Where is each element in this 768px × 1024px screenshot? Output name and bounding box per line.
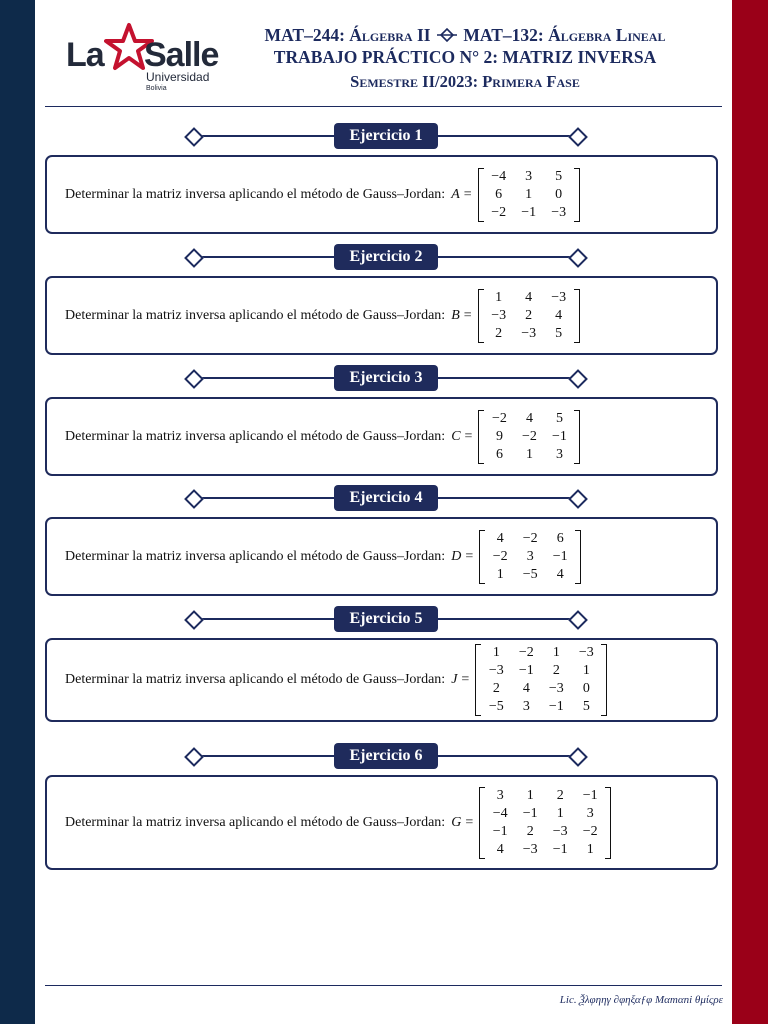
exercise-label: Ejercicio 5 xyxy=(334,606,438,632)
matrix-cell: 1 xyxy=(556,805,564,821)
exercise-label: Ejercicio 6 xyxy=(334,743,438,769)
matrix-row xyxy=(481,644,601,662)
matrix-cell: 1 xyxy=(586,841,594,857)
author-signature: Lic. Ѯλφηηγ ∂φηξαƒφ Mαmαni θμίςρε xyxy=(559,994,723,1006)
matrix-cell: 5 xyxy=(555,410,563,426)
matrix-table xyxy=(481,644,601,716)
matrix xyxy=(479,787,611,859)
exercise-statement: Determinar la matriz inversa aplicando el método de Gauss–Jordan: xyxy=(65,428,446,444)
matrix-cell: −5 xyxy=(488,699,504,714)
matrix-cell: −3 xyxy=(551,289,567,305)
exercise-box xyxy=(45,155,718,234)
university-logo xyxy=(66,22,226,94)
exercise-statement: Determinar la matriz inversa aplicando el método de Gauss–Jordan: xyxy=(65,548,446,564)
matrix-cell: 2 xyxy=(495,325,503,341)
matrix-cell: 3 xyxy=(496,787,504,803)
diamond-arrows-icon xyxy=(437,28,457,42)
matrix-cell: 4 xyxy=(525,289,533,305)
exercise-title-row xyxy=(188,367,584,389)
matrix-cell: 0 xyxy=(582,681,590,696)
matrix-row xyxy=(481,662,601,680)
footer-divider xyxy=(45,985,722,986)
exercise-box xyxy=(45,276,718,355)
matrix-cell: 3 xyxy=(526,548,534,564)
matrix-cell: −1 xyxy=(548,699,564,714)
matrix-cell: −2 xyxy=(582,823,598,839)
equals-sign: = xyxy=(464,428,473,444)
matrix-cell: 5 xyxy=(555,168,563,184)
matrix-table xyxy=(485,787,605,859)
equals-sign: = xyxy=(463,186,472,202)
matrix-name: C xyxy=(451,428,461,444)
matrix xyxy=(478,168,580,222)
matrix-cell: −2 xyxy=(522,530,538,546)
exercise-statement: Determinar la matriz inversa aplicando el método de Gauss–Jordan: xyxy=(65,672,446,687)
matrix-row xyxy=(485,548,575,566)
matrix-cell: −3 xyxy=(551,204,567,220)
right-color-band xyxy=(732,0,768,1024)
matrix-cell: −3 xyxy=(552,823,568,839)
matrix-table xyxy=(484,168,574,222)
matrix-cell: 2 xyxy=(556,787,564,803)
matrix-cell: 1 xyxy=(552,645,560,660)
exercise-title-row xyxy=(188,487,584,509)
matrix-cell: 4 xyxy=(555,307,563,323)
diamond-icon xyxy=(184,127,204,147)
matrix-cell: 6 xyxy=(495,446,503,462)
diamond-icon xyxy=(184,610,204,630)
matrix-cell: 3 xyxy=(525,168,533,184)
matrix-cell: 4 xyxy=(522,681,530,696)
matrix-cell: 1 xyxy=(525,446,533,462)
matrix-row xyxy=(485,841,605,859)
matrix-row xyxy=(484,446,574,464)
exercise-box xyxy=(45,638,718,722)
course-line xyxy=(230,24,700,46)
matrix-row xyxy=(484,204,574,222)
matrix-cell: 1 xyxy=(582,663,590,678)
exercise-label: Ejercicio 4 xyxy=(334,485,438,511)
matrix-row xyxy=(481,698,601,716)
matrix-cell: −3 xyxy=(491,307,507,323)
matrix-name: A xyxy=(451,186,460,202)
exercise-box xyxy=(45,517,718,596)
matrix-cell: 5 xyxy=(582,699,590,714)
matrix-table xyxy=(484,410,574,464)
matrix-cell: 3 xyxy=(522,699,530,714)
matrix-cell: 9 xyxy=(495,428,503,444)
matrix-cell: −1 xyxy=(552,841,568,857)
diamond-icon xyxy=(568,489,588,509)
matrix-cell: −3 xyxy=(488,663,504,678)
diamond-icon xyxy=(184,369,204,389)
diamond-icon xyxy=(568,127,588,147)
matrix-cell: 2 xyxy=(525,307,533,323)
equals-sign: = xyxy=(465,814,474,830)
matrix-cell: 6 xyxy=(495,186,503,202)
matrix-cell: −1 xyxy=(582,787,598,803)
matrix-row xyxy=(485,566,575,584)
matrix-row xyxy=(484,186,574,204)
exercise-label: Ejercicio 3 xyxy=(334,365,438,391)
matrix-name: B xyxy=(451,307,460,323)
exercise-title-row xyxy=(188,608,584,630)
matrix-cell: −3 xyxy=(578,645,594,660)
matrix-cell: 2 xyxy=(526,823,534,839)
matrix-row xyxy=(484,325,574,343)
matrix-name: J xyxy=(451,672,458,687)
matrix-cell: 4 xyxy=(556,566,564,582)
matrix-cell: −1 xyxy=(552,548,568,564)
matrix-row xyxy=(484,168,574,186)
matrix-cell: 1 xyxy=(492,645,500,660)
matrix-cell: 5 xyxy=(555,325,563,341)
matrix-cell: 4 xyxy=(496,530,504,546)
equals-sign: = xyxy=(465,548,474,564)
matrix-cell: 1 xyxy=(525,186,533,202)
diamond-icon xyxy=(568,248,588,268)
matrix-cell: 1 xyxy=(496,566,504,582)
matrix-row xyxy=(481,680,601,698)
assignment-title: TRABAJO PRÁCTICO N° 2: MATRIZ INVERSA xyxy=(273,47,657,67)
matrix-cell: 6 xyxy=(556,530,564,546)
diamond-icon xyxy=(568,747,588,767)
exercise-title-row xyxy=(188,246,584,268)
matrix-row xyxy=(485,805,605,823)
logo-universidad-text: Universidad xyxy=(146,70,210,84)
matrix-cell: 3 xyxy=(586,805,594,821)
matrix-cell: 2 xyxy=(552,663,560,678)
diamond-icon xyxy=(568,369,588,389)
matrix-name: G xyxy=(451,814,462,830)
matrix-row xyxy=(484,289,574,307)
exercise-box xyxy=(45,775,718,870)
matrix-row xyxy=(485,530,575,548)
exercise-title-row xyxy=(188,125,584,147)
exercise-label: Ejercicio 2 xyxy=(334,244,438,270)
logo-la-text: La xyxy=(66,36,104,74)
diamond-icon xyxy=(568,610,588,630)
matrix-cell: −5 xyxy=(522,566,538,582)
exercise-title-row xyxy=(188,745,584,767)
matrix-name: D xyxy=(451,548,462,564)
matrix-cell: −2 xyxy=(518,645,534,660)
matrix xyxy=(478,410,580,464)
matrix-cell: 1 xyxy=(526,787,534,803)
matrix-cell: −1 xyxy=(552,428,567,444)
logo-salle-text: Salle xyxy=(144,36,219,74)
matrix-cell: −1 xyxy=(492,823,508,839)
matrix-cell: 0 xyxy=(555,186,563,202)
matrix-cell: −2 xyxy=(522,428,537,444)
matrix-table xyxy=(484,289,574,343)
exercise-box xyxy=(45,397,718,476)
matrix-cell: −4 xyxy=(491,168,507,184)
logo-country-text: Bolivia xyxy=(146,85,167,92)
matrix-cell: 1 xyxy=(495,289,503,305)
matrix-cell: 4 xyxy=(496,841,504,857)
matrix-row xyxy=(484,428,574,446)
document-header xyxy=(230,24,700,95)
matrix-cell: −2 xyxy=(492,548,508,564)
equals-sign: = xyxy=(461,672,470,687)
matrix-row xyxy=(485,823,605,841)
matrix-cell: 4 xyxy=(525,410,533,426)
diamond-icon xyxy=(184,747,204,767)
exercise-label: Ejercicio 1 xyxy=(334,123,438,149)
exercise-statement: Determinar la matriz inversa aplicando el método de Gauss–Jordan: xyxy=(65,814,446,830)
matrix-cell: −1 xyxy=(522,805,538,821)
matrix-cell: −3 xyxy=(521,325,537,341)
matrix-table xyxy=(485,530,575,584)
diamond-icon xyxy=(184,248,204,268)
matrix xyxy=(475,644,607,716)
matrix-row xyxy=(484,410,574,428)
equals-sign: = xyxy=(463,307,472,323)
matrix xyxy=(478,289,580,343)
matrix-cell: −4 xyxy=(492,805,508,821)
left-color-band xyxy=(0,0,35,1024)
course-a: MAT–244: Álgebra II xyxy=(264,25,431,45)
matrix-cell: −1 xyxy=(521,204,537,220)
header-divider xyxy=(45,106,722,107)
diamond-icon xyxy=(184,489,204,509)
semester-line: Semestre II/2023: Primera Fase xyxy=(350,72,580,91)
matrix-cell: −2 xyxy=(491,204,507,220)
matrix-cell: −2 xyxy=(492,410,507,426)
matrix-cell: −3 xyxy=(548,681,564,696)
exercise-statement: Determinar la matriz inversa aplicando el método de Gauss–Jordan: xyxy=(65,307,446,323)
course-b: MAT–132: Álgebra Lineal xyxy=(463,25,666,45)
exercise-statement: Determinar la matriz inversa aplicando el método de Gauss–Jordan: xyxy=(65,186,446,202)
matrix xyxy=(479,530,581,584)
matrix-row xyxy=(484,307,574,325)
matrix-cell: −1 xyxy=(518,663,534,678)
matrix-row xyxy=(485,787,605,805)
matrix-cell: −3 xyxy=(522,841,538,857)
matrix-cell: 3 xyxy=(555,446,563,462)
matrix-cell: 2 xyxy=(492,681,500,696)
